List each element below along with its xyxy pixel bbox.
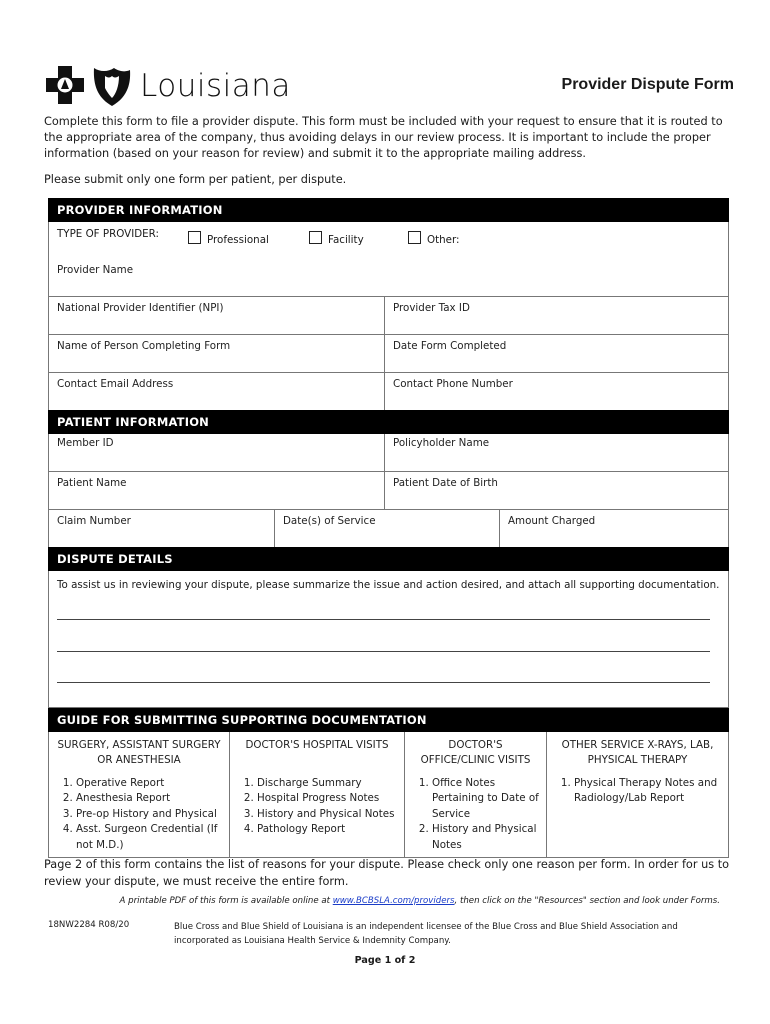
- guide-column-title: DOCTOR'S OFFICE/CLINIC VISITS: [420, 739, 531, 766]
- provider-name-row: [48, 259, 729, 297]
- dob-field[interactable]: Patient Date of Birth: [384, 472, 728, 509]
- guide-column-other: [546, 732, 728, 857]
- intro-text: [44, 114, 724, 188]
- patient-name-field[interactable]: Patient Name: [57, 477, 127, 489]
- provider-name-field[interactable]: Provider Name: [57, 264, 134, 276]
- guide-item: 2. Anesthesia Report: [76, 791, 223, 806]
- policyholder-field[interactable]: Policyholder Name: [384, 434, 728, 471]
- guide-column-title: SURGERY, ASSISTANT SURGERY OR ANESTHESIA: [57, 739, 221, 766]
- checkbox-box[interactable]: [408, 231, 421, 244]
- page-number: Page 1 of 2: [354, 955, 416, 966]
- checkbox-label: Facility: [328, 234, 364, 246]
- contact-row: [48, 373, 729, 410]
- phone-field[interactable]: Contact Phone Number: [384, 373, 728, 410]
- logo-text: Louisiana: [140, 67, 291, 104]
- single-form-note: Please submit only one form per patient, per dispute.: [44, 173, 347, 186]
- completer-name-field[interactable]: Name of Person Completing Form: [57, 340, 231, 352]
- page2-note: Page 2 of this form contains the list of reasons for your dispute. Please check only one reason per form. In order for us to review your dispute, we must receive the entire form.: [44, 858, 730, 888]
- guide-list: [236, 776, 398, 838]
- guide-column-office: [404, 732, 546, 857]
- guide-column-hospital: [229, 732, 404, 857]
- member-row: [48, 434, 729, 472]
- printable-text: A printable PDF of this form is available online at: [119, 896, 333, 906]
- patient-info-heading: PATIENT INFORMATION: [48, 410, 729, 434]
- amount-charged-field[interactable]: Amount Charged: [499, 510, 728, 547]
- intro-paragraph: Complete this form to file a provider dispute. This form must be included with your request to ensure that it is routed to the appropriate area of the company, thus avoiding delays in our review process. It is important to include the proper information (based on your reason for review) and submit it to the appropriate mailing address.: [44, 115, 723, 160]
- bcbsla-link[interactable]: www.BCBSLA.com/providers: [332, 896, 455, 906]
- form-code: 18NW2284 R08/20: [48, 920, 130, 930]
- dispute-details-heading: DISPUTE DETAILS: [48, 547, 729, 571]
- professional-checkbox[interactable]: [188, 231, 269, 246]
- cross-and-shield-icon: [44, 64, 134, 108]
- dispute-details-box[interactable]: [48, 571, 729, 708]
- guide-item: 1. Physical Therapy Notes and Radiology/Lab Report: [574, 776, 722, 807]
- guide-list: [55, 776, 223, 853]
- guide-column-title: DOCTOR'S HOSPITAL VISITS: [245, 739, 389, 751]
- dates-of-service-field[interactable]: Date(s) of Service: [274, 510, 499, 547]
- checkbox-box[interactable]: [188, 231, 201, 244]
- guide-item: 2. History and Physical Notes: [432, 822, 540, 853]
- guide-heading: GUIDE FOR SUBMITTING SUPPORTING DOCUMENTATION: [48, 708, 729, 732]
- printable-text-end: , then click on the "Resources" section and look under Forms.: [454, 896, 720, 906]
- guide-item: 4. Asst. Surgeon Credential (If not M.D.): [76, 822, 223, 853]
- npi-field[interactable]: National Provider Identifier (NPI): [57, 302, 224, 314]
- member-id-field[interactable]: Member ID: [57, 437, 114, 449]
- writing-line[interactable]: [57, 682, 710, 683]
- guide-item: 1. Discharge Summary: [257, 776, 398, 791]
- provider-info-heading: PROVIDER INFORMATION: [48, 198, 729, 222]
- guide-item: 1. Operative Report: [76, 776, 223, 791]
- guide-item: 4. Pathology Report: [257, 822, 398, 837]
- writing-line[interactable]: [57, 651, 710, 652]
- guide-item: 3. History and Physical Notes: [257, 807, 398, 822]
- other-checkbox[interactable]: [408, 231, 460, 246]
- date-completed-field[interactable]: Date Form Completed: [384, 335, 728, 372]
- email-field[interactable]: Contact Email Address: [57, 378, 174, 390]
- checkbox-label: Other:: [427, 234, 460, 246]
- checkbox-label: Professional: [207, 234, 269, 246]
- provider-type-label: TYPE OF PROVIDER:: [57, 228, 159, 240]
- completer-row: [48, 335, 729, 373]
- guide-item: 2. Hospital Progress Notes: [257, 791, 398, 806]
- guide-list: [411, 776, 540, 853]
- claim-row: [48, 510, 729, 547]
- claim-number-field[interactable]: Claim Number: [57, 515, 131, 527]
- npi-row: [48, 297, 729, 335]
- guide-item: 3. Pre-op History and Physical: [76, 807, 223, 822]
- tax-id-field[interactable]: Provider Tax ID: [384, 297, 728, 334]
- form-title: Provider Dispute Form: [561, 76, 734, 93]
- guide-table: [48, 732, 729, 858]
- patient-row: [48, 472, 729, 510]
- guide-item: 1. Office Notes Pertaining to Date of Service: [432, 776, 540, 822]
- licensee-note: Blue Cross and Blue Shield of Louisiana is an independent licensee of the Blue Cross and Blue Shield Association and incorporated as Louisiana Health Service & Indemnity Company.: [174, 922, 678, 946]
- guide-column-title: OTHER SERVICE X-RAYS, LAB, PHYSICAL THERAPY: [561, 739, 714, 766]
- writing-line[interactable]: [57, 619, 710, 620]
- facility-checkbox[interactable]: [309, 231, 364, 246]
- provider-type-row: [48, 222, 729, 259]
- page-header: [44, 64, 734, 108]
- checkbox-box[interactable]: [309, 231, 322, 244]
- printable-note: [0, 896, 720, 906]
- bcbs-logo: [44, 64, 291, 108]
- guide-column-surgery: [49, 732, 229, 857]
- dispute-instructions: To assist us in reviewing your dispute, please summarize the issue and action desired, and attach all supporting documentation.: [57, 579, 720, 591]
- guide-list: [553, 776, 722, 807]
- dispute-form: [48, 198, 729, 858]
